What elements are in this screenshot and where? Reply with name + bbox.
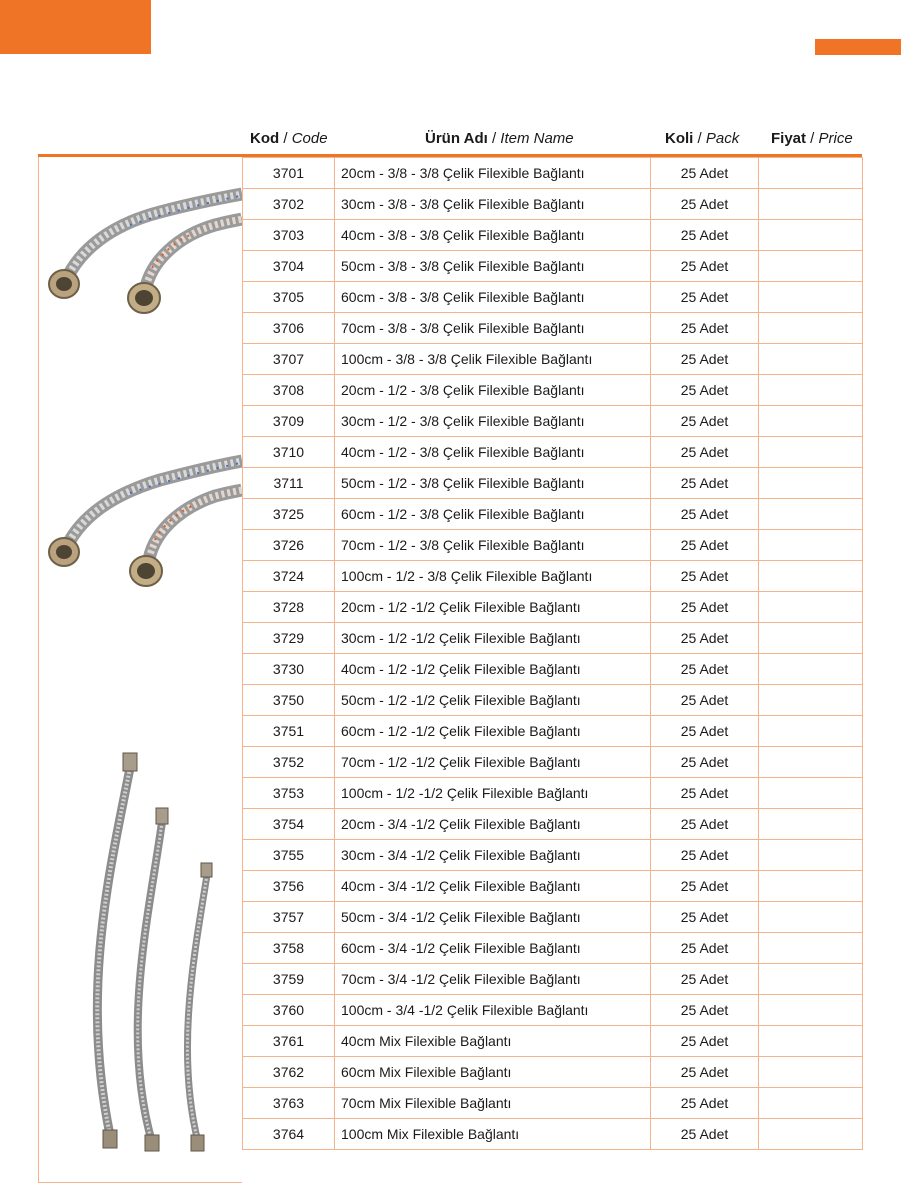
cell-price <box>759 158 863 189</box>
table-row <box>243 189 863 220</box>
table-row <box>243 623 863 654</box>
cell-name: 60cm - 3/8 - 3/8 Çelik Filexible Bağlantı <box>335 282 651 313</box>
table-row <box>243 375 863 406</box>
cell-name: 100cm - 1/2 - 3/8 Çelik Filexible Bağlantı <box>335 561 651 592</box>
cell-code: 3710 <box>243 437 335 468</box>
table-row <box>243 995 863 1026</box>
cell-price <box>759 778 863 809</box>
cell-code: 3704 <box>243 251 335 282</box>
cell-code: 3708 <box>243 375 335 406</box>
cell-pack: 25 Adet <box>651 530 759 561</box>
table-row <box>243 871 863 902</box>
table-row <box>243 716 863 747</box>
table-row <box>243 933 863 964</box>
cell-code: 3756 <box>243 871 335 902</box>
table-row <box>243 778 863 809</box>
cell-pack: 25 Adet <box>651 437 759 468</box>
cell-name: 70cm - 1/2 - 3/8 Çelik Filexible Bağlantı <box>335 530 651 561</box>
table-row <box>243 1057 863 1088</box>
cell-code: 3725 <box>243 499 335 530</box>
cell-pack: 25 Adet <box>651 158 759 189</box>
table-row <box>243 840 863 871</box>
cell-name: 60cm - 1/2 -1/2 Çelik Filexible Bağlantı <box>335 716 651 747</box>
cell-name: 30cm - 1/2 - 3/8 Çelik Filexible Bağlantı <box>335 406 651 437</box>
cell-pack: 25 Adet <box>651 1057 759 1088</box>
cell-code: 3703 <box>243 220 335 251</box>
table-row <box>243 499 863 530</box>
cell-price <box>759 747 863 778</box>
cell-name: 40cm - 3/8 - 3/8 Çelik Filexible Bağlantı <box>335 220 651 251</box>
table-row <box>243 282 863 313</box>
cell-pack: 25 Adet <box>651 1026 759 1057</box>
cell-name: 60cm Mix Filexible Bağlantı <box>335 1057 651 1088</box>
table-row <box>243 747 863 778</box>
cell-code: 3707 <box>243 344 335 375</box>
cell-pack: 25 Adet <box>651 592 759 623</box>
cell-pack: 25 Adet <box>651 561 759 592</box>
cell-price <box>759 282 863 313</box>
column-header-code: Kod / Code <box>250 130 328 147</box>
table-row <box>243 561 863 592</box>
cell-pack: 25 Adet <box>651 871 759 902</box>
cell-code: 3754 <box>243 809 335 840</box>
cell-pack: 25 Adet <box>651 623 759 654</box>
cell-code: 3728 <box>243 592 335 623</box>
cell-name: 60cm - 1/2 - 3/8 Çelik Filexible Bağlantı <box>335 499 651 530</box>
table-row <box>243 251 863 282</box>
cell-code: 3751 <box>243 716 335 747</box>
cell-code: 3701 <box>243 158 335 189</box>
cell-code: 3762 <box>243 1057 335 1088</box>
cell-name: 20cm - 1/2 - 3/8 Çelik Filexible Bağlantı <box>335 375 651 406</box>
table-row <box>243 809 863 840</box>
cell-pack: 25 Adet <box>651 716 759 747</box>
table-row <box>243 158 863 189</box>
cell-pack: 25 Adet <box>651 840 759 871</box>
cell-price <box>759 840 863 871</box>
cell-name: 40cm - 3/4 -1/2 Çelik Filexible Bağlantı <box>335 871 651 902</box>
cell-price <box>759 809 863 840</box>
cell-price <box>759 685 863 716</box>
cell-code: 3752 <box>243 747 335 778</box>
cell-price <box>759 313 863 344</box>
table-row <box>243 344 863 375</box>
cell-price <box>759 437 863 468</box>
cell-name: 70cm - 3/8 - 3/8 Çelik Filexible Bağlantı <box>335 313 651 344</box>
cell-price <box>759 189 863 220</box>
cell-name: 30cm - 1/2 -1/2 Çelik Filexible Bağlantı <box>335 623 651 654</box>
cell-pack: 25 Adet <box>651 251 759 282</box>
cell-price <box>759 592 863 623</box>
cell-name: 100cm Mix Filexible Bağlantı <box>335 1119 651 1150</box>
table-row <box>243 592 863 623</box>
table-row <box>243 313 863 344</box>
cell-code: 3757 <box>243 902 335 933</box>
product-price-table <box>242 157 863 1150</box>
cell-code: 3730 <box>243 654 335 685</box>
cell-name: 40cm Mix Filexible Bağlantı <box>335 1026 651 1057</box>
cell-pack: 25 Adet <box>651 933 759 964</box>
cell-code: 3706 <box>243 313 335 344</box>
cell-price <box>759 499 863 530</box>
cell-code: 3709 <box>243 406 335 437</box>
cell-pack: 25 Adet <box>651 654 759 685</box>
cell-code: 3724 <box>243 561 335 592</box>
cell-price <box>759 561 863 592</box>
cell-price <box>759 530 863 561</box>
cell-name: 40cm - 1/2 - 3/8 Çelik Filexible Bağlantı <box>335 437 651 468</box>
column-header-pack: Koli / Pack <box>665 130 740 147</box>
header-accent-bar-right <box>815 39 901 55</box>
cell-price <box>759 1026 863 1057</box>
cell-pack: 25 Adet <box>651 189 759 220</box>
cell-name: 20cm - 3/4 -1/2 Çelik Filexible Bağlantı <box>335 809 651 840</box>
cell-code: 3763 <box>243 1088 335 1119</box>
cell-price <box>759 654 863 685</box>
cell-code: 3726 <box>243 530 335 561</box>
cell-pack: 25 Adet <box>651 809 759 840</box>
cell-code: 3755 <box>243 840 335 871</box>
cell-price <box>759 406 863 437</box>
cell-code: 3759 <box>243 964 335 995</box>
cell-name: 100cm - 3/4 -1/2 Çelik Filexible Bağlantı <box>335 995 651 1026</box>
cell-code: 3760 <box>243 995 335 1026</box>
cell-price <box>759 1057 863 1088</box>
table-row <box>243 220 863 251</box>
cell-pack: 25 Adet <box>651 406 759 437</box>
cell-pack: 25 Adet <box>651 685 759 716</box>
cell-name: 30cm - 3/8 - 3/8 Çelik Filexible Bağlantı <box>335 189 651 220</box>
cell-pack: 25 Adet <box>651 468 759 499</box>
long-hoses-image <box>60 750 230 1160</box>
cell-price <box>759 220 863 251</box>
cell-code: 3702 <box>243 189 335 220</box>
braided-hose-pair-image-1 <box>40 180 242 330</box>
cell-price <box>759 933 863 964</box>
cell-code: 3761 <box>243 1026 335 1057</box>
column-header-item-name: Ürün Adı / Item Name <box>425 130 574 147</box>
cell-code: 3711 <box>243 468 335 499</box>
cell-name: 20cm - 1/2 -1/2 Çelik Filexible Bağlantı <box>335 592 651 623</box>
cell-name: 50cm - 1/2 -1/2 Çelik Filexible Bağlantı <box>335 685 651 716</box>
cell-pack: 25 Adet <box>651 375 759 406</box>
table-row <box>243 902 863 933</box>
table-row <box>243 654 863 685</box>
cell-price <box>759 716 863 747</box>
cell-pack: 25 Adet <box>651 220 759 251</box>
table-row <box>243 437 863 468</box>
table-row <box>243 406 863 437</box>
table-row <box>243 685 863 716</box>
cell-pack: 25 Adet <box>651 995 759 1026</box>
cell-price <box>759 902 863 933</box>
table-row <box>243 468 863 499</box>
cell-name: 70cm - 3/4 -1/2 Çelik Filexible Bağlantı <box>335 964 651 995</box>
cell-pack: 25 Adet <box>651 964 759 995</box>
cell-pack: 25 Adet <box>651 282 759 313</box>
cell-name: 70cm Mix Filexible Bağlantı <box>335 1088 651 1119</box>
cell-price <box>759 251 863 282</box>
table-row <box>243 964 863 995</box>
cell-pack: 25 Adet <box>651 1088 759 1119</box>
cell-name: 70cm - 1/2 -1/2 Çelik Filexible Bağlantı <box>335 747 651 778</box>
cell-code: 3750 <box>243 685 335 716</box>
cell-price <box>759 344 863 375</box>
cell-code: 3758 <box>243 933 335 964</box>
cell-price <box>759 468 863 499</box>
cell-pack: 25 Adet <box>651 313 759 344</box>
header-accent-bar-left <box>0 0 151 54</box>
cell-price <box>759 1088 863 1119</box>
cell-name: 100cm - 3/8 - 3/8 Çelik Filexible Bağlantı <box>335 344 651 375</box>
cell-price <box>759 1119 863 1150</box>
table-row <box>243 1026 863 1057</box>
cell-pack: 25 Adet <box>651 344 759 375</box>
cell-code: 3764 <box>243 1119 335 1150</box>
cell-name: 100cm - 1/2 -1/2 Çelik Filexible Bağlantı <box>335 778 651 809</box>
table-row <box>243 530 863 561</box>
cell-name: 40cm - 1/2 -1/2 Çelik Filexible Bağlantı <box>335 654 651 685</box>
cell-pack: 25 Adet <box>651 778 759 809</box>
table-row <box>243 1088 863 1119</box>
cell-name: 50cm - 3/4 -1/2 Çelik Filexible Bağlantı <box>335 902 651 933</box>
cell-code: 3753 <box>243 778 335 809</box>
table-row <box>243 1119 863 1150</box>
braided-hose-pair-image-2 <box>40 450 242 600</box>
cell-name: 30cm - 3/4 -1/2 Çelik Filexible Bağlantı <box>335 840 651 871</box>
cell-name: 50cm - 3/8 - 3/8 Çelik Filexible Bağlantı <box>335 251 651 282</box>
cell-pack: 25 Adet <box>651 499 759 530</box>
cell-name: 20cm - 3/8 - 3/8 Çelik Filexible Bağlantı <box>335 158 651 189</box>
cell-pack: 25 Adet <box>651 1119 759 1150</box>
cell-name: 50cm - 1/2 - 3/8 Çelik Filexible Bağlantı <box>335 468 651 499</box>
cell-price <box>759 964 863 995</box>
cell-code: 3729 <box>243 623 335 654</box>
cell-pack: 25 Adet <box>651 902 759 933</box>
cell-code: 3705 <box>243 282 335 313</box>
cell-price <box>759 871 863 902</box>
cell-price <box>759 375 863 406</box>
column-header-price: Fiyat / Price <box>771 130 853 147</box>
cell-pack: 25 Adet <box>651 747 759 778</box>
cell-price <box>759 995 863 1026</box>
cell-price <box>759 623 863 654</box>
cell-name: 60cm - 3/4 -1/2 Çelik Filexible Bağlantı <box>335 933 651 964</box>
